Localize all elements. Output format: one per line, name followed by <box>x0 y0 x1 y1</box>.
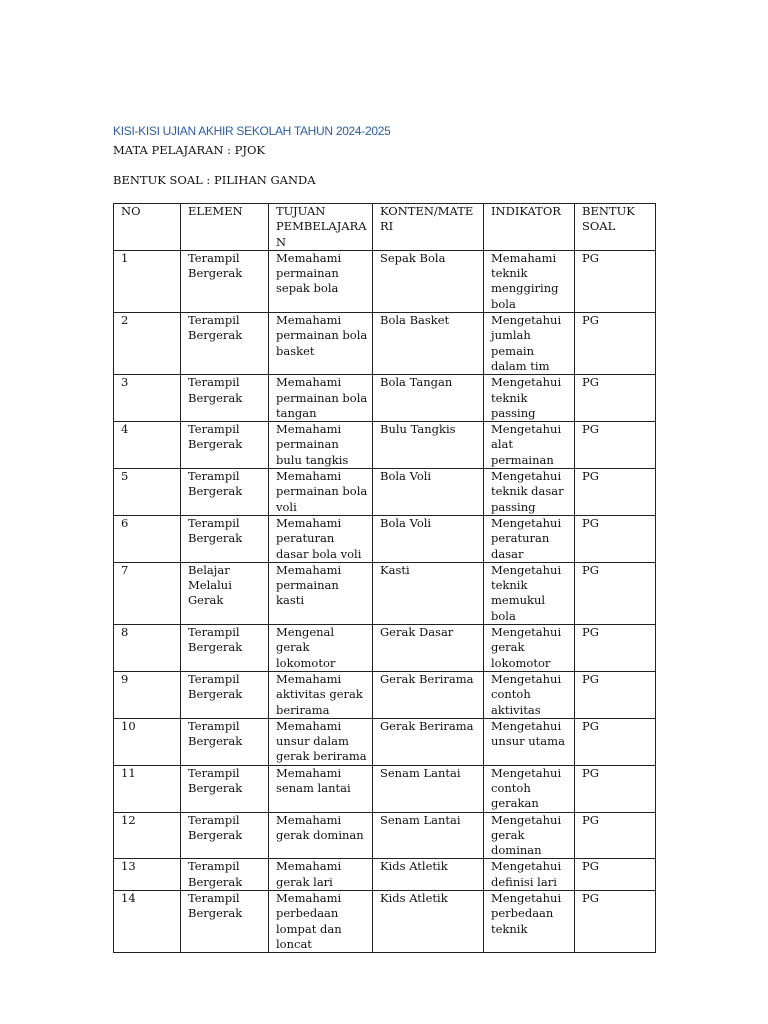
cell-indikator: Memahami teknik menggiring bola <box>484 250 575 312</box>
cell-no: 7 <box>114 562 181 624</box>
cell-no: 8 <box>114 625 181 672</box>
cell-konten: Sepak Bola <box>373 250 484 312</box>
cell-no: 13 <box>114 859 181 891</box>
cell-bentuk: PG <box>575 812 656 859</box>
cell-elemen: Terampil Bergerak <box>181 671 269 718</box>
table-row <box>114 313 656 375</box>
subject-line: MATA PELAJARAN : PJOK <box>113 143 266 157</box>
cell-indikator: Mengetahui contoh gerakan <box>484 765 575 812</box>
cell-no: 1 <box>114 250 181 312</box>
cell-tujuan: Memahami gerak lari <box>269 859 373 891</box>
cell-elemen: Terampil Bergerak <box>181 812 269 859</box>
cell-tujuan: Mengenal gerak lokomotor <box>269 625 373 672</box>
document-title: KISI-KISI UJIAN AKHIR SEKOLAH TAHUN 2024-2025 <box>113 124 391 138</box>
cell-konten: Gerak Berirama <box>373 718 484 765</box>
cell-elemen: Terampil Bergerak <box>181 313 269 375</box>
cell-bentuk: PG <box>575 422 656 469</box>
cell-no: 11 <box>114 765 181 812</box>
cell-tujuan: Memahami permainan kasti <box>269 562 373 624</box>
cell-no: 6 <box>114 515 181 562</box>
table-row <box>114 562 656 624</box>
cell-elemen: Terampil Bergerak <box>181 375 269 422</box>
cell-elemen: Terampil Bergerak <box>181 250 269 312</box>
cell-indikator: Mengetahui teknik passing <box>484 375 575 422</box>
cell-tujuan: Memahami gerak dominan <box>269 812 373 859</box>
cell-tujuan: Memahami senam lantai <box>269 765 373 812</box>
cell-no: 14 <box>114 891 181 953</box>
question-form-line: BENTUK SOAL : PILIHAN GANDA <box>113 173 316 187</box>
cell-elemen: Terampil Bergerak <box>181 859 269 891</box>
table-header-row <box>114 204 656 251</box>
grid-table <box>113 203 656 953</box>
cell-elemen: Terampil Bergerak <box>181 718 269 765</box>
cell-indikator: Mengetahui unsur utama <box>484 718 575 765</box>
table-row <box>114 812 656 859</box>
cell-bentuk: PG <box>575 859 656 891</box>
cell-tujuan: Memahami permainan bola basket <box>269 313 373 375</box>
table-row <box>114 765 656 812</box>
cell-konten: Senam Lantai <box>373 765 484 812</box>
cell-bentuk: PG <box>575 562 656 624</box>
table-row <box>114 250 656 312</box>
cell-tujuan: Memahami permainan bola voli <box>269 469 373 516</box>
cell-indikator: Mengetahui definisi lari <box>484 859 575 891</box>
cell-no: 2 <box>114 313 181 375</box>
cell-konten: Bola Tangan <box>373 375 484 422</box>
cell-bentuk: PG <box>575 718 656 765</box>
cell-konten: Bola Basket <box>373 313 484 375</box>
header-konten: KONTEN/MATERI <box>373 204 484 251</box>
cell-bentuk: PG <box>575 515 656 562</box>
cell-indikator: Mengetahui perbedaan teknik <box>484 891 575 953</box>
cell-bentuk: PG <box>575 469 656 516</box>
cell-indikator: Mengetahui peraturan dasar <box>484 515 575 562</box>
cell-elemen: Terampil Bergerak <box>181 765 269 812</box>
cell-konten: Bulu Tangkis <box>373 422 484 469</box>
cell-elemen: Terampil Bergerak <box>181 422 269 469</box>
cell-no: 12 <box>114 812 181 859</box>
cell-konten: Kids Atletik <box>373 891 484 953</box>
cell-indikator: Mengetahui teknik dasar passing <box>484 469 575 516</box>
cell-konten: Kasti <box>373 562 484 624</box>
cell-bentuk: PG <box>575 375 656 422</box>
cell-tujuan: Memahami permainan bola tangan <box>269 375 373 422</box>
cell-bentuk: PG <box>575 671 656 718</box>
table-row <box>114 422 656 469</box>
table-row <box>114 718 656 765</box>
cell-indikator: Mengetahui gerak dominan <box>484 812 575 859</box>
table-row <box>114 671 656 718</box>
cell-elemen: Terampil Bergerak <box>181 469 269 516</box>
header-tujuan: TUJUAN PEMBELAJARAN <box>269 204 373 251</box>
cell-elemen: Belajar Melalui Gerak <box>181 562 269 624</box>
cell-no: 9 <box>114 671 181 718</box>
cell-no: 4 <box>114 422 181 469</box>
cell-konten: Bola Voli <box>373 515 484 562</box>
cell-tujuan: Memahami peraturan dasar bola voli <box>269 515 373 562</box>
table-row <box>114 515 656 562</box>
cell-indikator: Mengetahui gerak lokomotor <box>484 625 575 672</box>
cell-no: 5 <box>114 469 181 516</box>
cell-konten: Kids Atletik <box>373 859 484 891</box>
cell-bentuk: PG <box>575 313 656 375</box>
cell-tujuan: Memahami aktivitas gerak berirama <box>269 671 373 718</box>
header-bentuk: BENTUK SOAL <box>575 204 656 251</box>
cell-no: 3 <box>114 375 181 422</box>
header-no: NO <box>114 204 181 251</box>
table-row <box>114 625 656 672</box>
cell-bentuk: PG <box>575 250 656 312</box>
cell-bentuk: PG <box>575 625 656 672</box>
cell-tujuan: Memahami unsur dalam gerak berirama <box>269 718 373 765</box>
table-row <box>114 859 656 891</box>
cell-konten: Gerak Berirama <box>373 671 484 718</box>
table-row <box>114 891 656 953</box>
cell-indikator: Mengetahui jumlah pemain dalam tim <box>484 313 575 375</box>
cell-bentuk: PG <box>575 891 656 953</box>
header-indikator: INDIKATOR <box>484 204 575 251</box>
cell-indikator: Mengetahui contoh aktivitas <box>484 671 575 718</box>
cell-elemen: Terampil Bergerak <box>181 625 269 672</box>
cell-elemen: Terampil Bergerak <box>181 515 269 562</box>
table-row <box>114 375 656 422</box>
cell-tujuan: Memahami perbedaan lompat dan loncat <box>269 891 373 953</box>
cell-konten: Bola Voli <box>373 469 484 516</box>
cell-konten: Senam Lantai <box>373 812 484 859</box>
table-row <box>114 469 656 516</box>
cell-tujuan: Memahami permainan bulu tangkis <box>269 422 373 469</box>
cell-bentuk: PG <box>575 765 656 812</box>
cell-konten: Gerak Dasar <box>373 625 484 672</box>
cell-indikator: Mengetahui alat permainan <box>484 422 575 469</box>
header-elemen: ELEMEN <box>181 204 269 251</box>
cell-elemen: Terampil Bergerak <box>181 891 269 953</box>
cell-no: 10 <box>114 718 181 765</box>
cell-indikator: Mengetahui teknik memukul bola <box>484 562 575 624</box>
cell-tujuan: Memahami permainan sepak bola <box>269 250 373 312</box>
